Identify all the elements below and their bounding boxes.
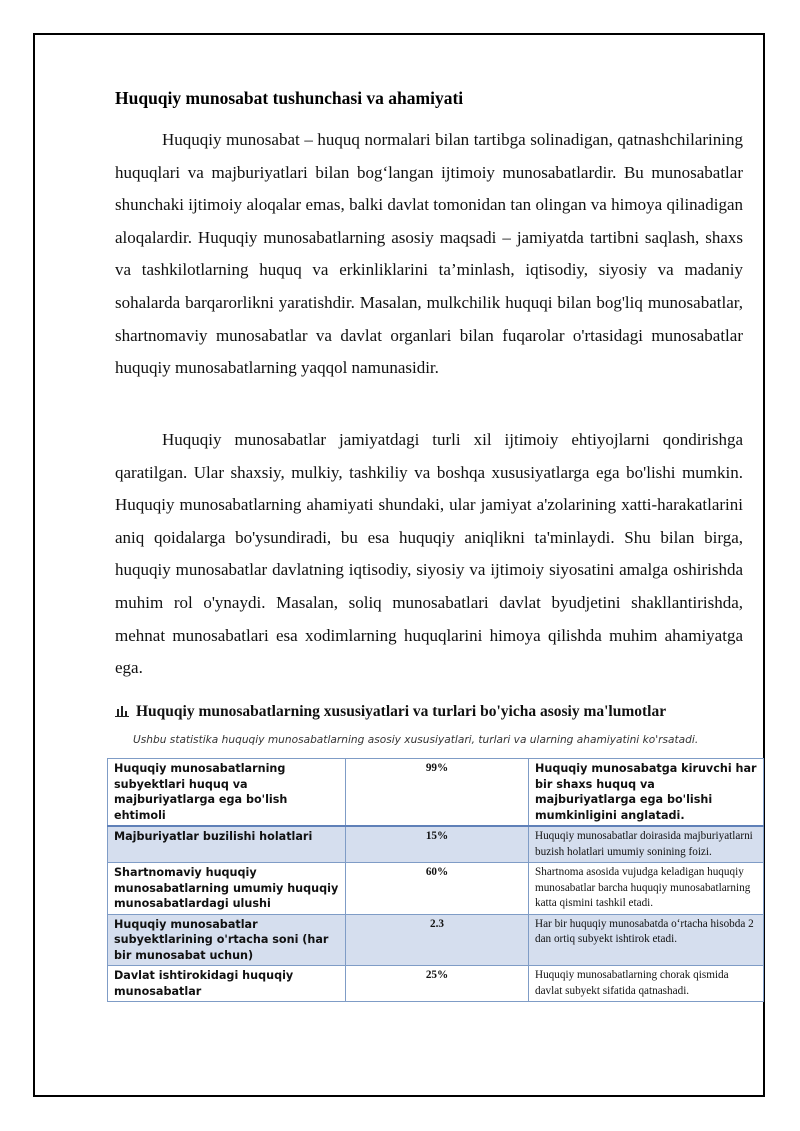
row-note: Har bir huquqiy munosabatda o‘rtacha hisobda 2 dan ortiq subyekt ishtirok etadi. [529,914,764,966]
section-heading: Huquqiy munosabat tushunchasi va ahamiyati [115,88,464,108]
row-note: Huquqiy munosabatlarning chorak qismida davlat subyekt sifatida qatnashadi. [529,966,764,1002]
stats-subtitle: Ushbu statistika huquqiy munosabatlarning asosiy xususiyatlari, turlari va ularning ahamiyatini ko'rsatadi. [133,734,699,746]
row-value: 60% [346,863,529,915]
table-row [108,826,764,863]
stats-title-text: Huquqiy munosabatlarning xususiyatlari va turlari bo'yicha asosiy ma'lumotlar [136,703,667,720]
table-row [108,966,764,1002]
table-row [108,759,764,827]
row-label: Huquqiy munosabatlar subyektlarining o'rtacha soni (har bir munosabat uchun) [108,914,346,966]
row-value: 99% [346,759,529,827]
table-row [108,914,764,966]
row-note: Shartnoma asosida vujudga keladigan huquqiy munosabatlar barcha huquqiy munosabatlarning katta qismini tashkil etadi. [529,863,764,915]
row-value: 2.3 [346,914,529,966]
bar-chart-icon [115,705,129,717]
paragraph-1: Huquqiy munosabat – huquq normalari bilan tartibga solinadigan, qatnashchilarining huquqlari va majburiyatlari bilan bog‘langan ijtimoiy munosabatlardir. Bu munosabatlar shunchaki ijtimoiy aloqalar emas, balki davlat tomonidan tan olingan va himoya qilinadigan aloqalardir. Huquqiy munosabatlarning asosiy maqsadi – jamiyatda tartibni saqlash, shaxs va tashkilotlarning huquq va erkinliklarini ta’minlash, iqtisodiy, siyosiy va madaniy sohalarda barqarorlikni yaratishdir. Masalan, mulkchilik huquqi bilan bog'liq munosabatlar, shartnomaviy munosabatlar va davlat organlari bilan fuqarolar o'rtasidagi munosabatlar huquqiy munosabatlarning yaqqol namunasidir. [115,130,743,378]
row-value: 15% [346,826,529,863]
row-label: Huquqiy munosabatlarning subyektlari huquq va majburiyatlarga ega bo'lish ehtimoli [108,759,346,827]
row-note: Huquqiy munosabatga kiruvchi har bir shaxs huquq va majburiyatlarga ega bo'lishi mumkinligini anglatadi. [529,759,764,827]
row-label: Shartnomaviy huquqiy munosabatlarning umumiy huquqiy munosabatlardagi ulushi [108,863,346,915]
row-label: Davlat ishtirokidagi huquqiy munosabatlar [108,966,346,1002]
row-note: Huquqiy munosabatlar doirasida majburiyatlarni buzish holatlari umumiy sonining foizi. [529,826,764,863]
row-value: 25% [346,966,529,1002]
table-row [108,863,764,915]
row-label: Majburiyatlar buzilishi holatlari [108,826,346,863]
stats-table [107,758,764,1002]
stats-title [115,703,666,721]
paragraph-2: Huquqiy munosabatlar jamiyatdagi turli xil ijtimoiy ehtiyojlarni qondirishga qaratilgan. Ular shaxsiy, mulkiy, tashkiliy va boshqa xususiyatlarga ega bo'lishi mumkin. Huquqiy munosabatlarning ahamiyati shundaki, ular jamiyat a'zolarining xatti-harakatlarini aniq qoidalarga bo'ysundiradi, bu esa huquqiy aniqlikni ta'minlaydi. Shu bilan birga, huquqiy munosabatlar davlatning iqtisodiy, siyosiy va ijtimoiy siyosatini amalga oshirishda muhim rol o'ynaydi. Masalan, soliq munosabatlari davlat byudjetini shakllantirishda, mehnat munosabatlari esa xodimlarning huquqlarini himoya qilishda muhim ahamiyatga ega. [115,430,743,678]
